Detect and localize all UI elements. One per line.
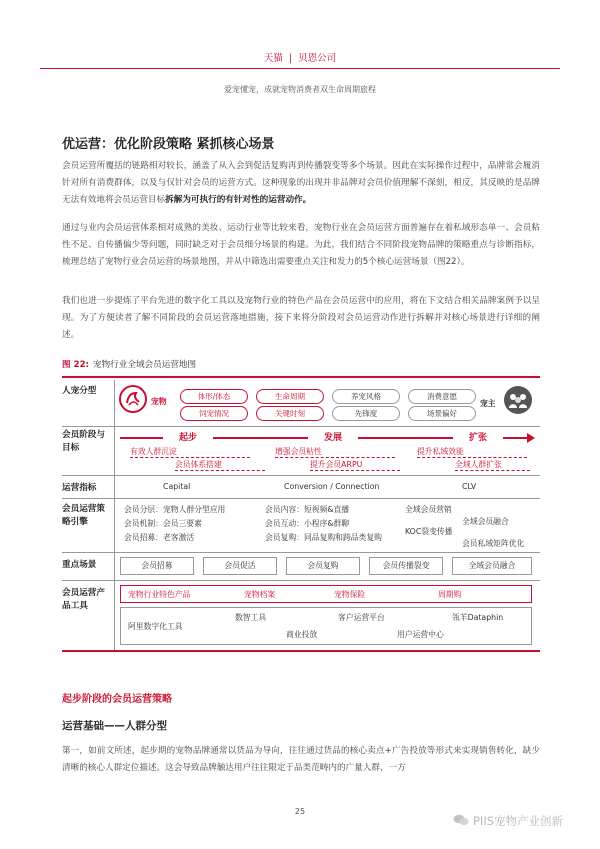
figure-number: 图 22: — [62, 360, 89, 370]
scene-box: 会员传播裂变 — [369, 557, 443, 575]
subsection-title: 运营基础——人群分型 — [62, 720, 167, 732]
strategy-item: 会员私域矩阵优化 — [462, 539, 525, 548]
strategy-item: 全域会员营销 — [405, 505, 452, 514]
pet-pill: 体形/体态 — [180, 389, 248, 404]
pet-pill: 关键时刻 — [256, 406, 324, 421]
owner-pill: 养宠风格 — [332, 389, 400, 404]
paragraph-3: 我们也进一步提炼了平台先进的数字化工具以及宠物行业的特色产品在会员运营中的应用，将在下文结合相关品牌案例予以呈现。为了方便读者了解不同阶段的会员运营落地措施，接下来将分阶段对会员运营动作进行拆解并对核心场景进行详细的阐述。 — [62, 296, 540, 340]
row-divider — [62, 552, 540, 553]
digital-tools-label: 阿里数字化工具 — [128, 622, 183, 631]
stage-arrowhead-icon — [527, 433, 535, 443]
metric: Conversion / Connection — [284, 482, 380, 491]
row-label-persona: 人宠分型 — [62, 386, 97, 396]
watermark-text: PIIS宠物产业创新 — [473, 814, 564, 828]
paragraph-2: 通过与业内会员运营体系相对成熟的美妆、运动行业等比较来看，宠物行业在会员运营方面普遍存在着私域形态单一、会员粘性不足、自传播偏少等问题，同时缺乏对于会员细分场景的构建。为此，我们结合不同阶段宠物品牌的策略重点与诊断指标，梳理总结了宠物行业会员运营的场景地图，并从中筛选出需要重点关注和发力的5个核心运营场景（图22）。 — [62, 223, 540, 267]
owner-pill: 先锋度 — [332, 406, 400, 421]
strategy-item: KOC裂变传播 — [405, 527, 453, 536]
digital-tool: 数智工具 — [235, 613, 267, 622]
owner-group-icon — [504, 386, 532, 414]
row-divider — [62, 475, 540, 476]
specialty-tool: 宠物保险 — [334, 590, 366, 599]
strategy-item: 会员互动：小程序&群聊 — [265, 519, 350, 528]
strategy-item: 全域会员融合 — [462, 517, 509, 526]
stage-goal: 提升私域效能 — [417, 446, 527, 458]
strategy-item: 会员内容：短视频&直播 — [265, 505, 350, 514]
wechat-icon — [453, 814, 469, 826]
metric: Capital — [163, 482, 191, 491]
page-number: 25 — [294, 807, 306, 816]
section-title: 优运营：优化阶段策略 紧抓核心场景 — [62, 137, 275, 152]
figure-bottom-rule — [62, 650, 540, 652]
row-label-strategy: 会员运营策略引擎 — [62, 504, 105, 527]
pet-logo-icon — [119, 385, 147, 413]
header-divider — [40, 68, 560, 69]
subsection-red-title: 起步阶段的会员运营策略 — [62, 694, 172, 705]
digital-tool: 商业投放 — [286, 630, 318, 639]
row-label-metric: 运营指标 — [62, 483, 97, 493]
digital-tool: 瓴羊Dataphin — [452, 613, 504, 622]
stage-goal: 有效人群沉淀 — [130, 446, 250, 458]
paragraph-1-text: 会员运营所覆括的链路相对较长，涵盖了从入会到促活复购再到传播裂变等多个场景。因此在实际操作过程中，品牌常会履消针对所有消费群体，以及与仅针对会员的运营方式。这种现象的出现并非品牌对会员价值理解不深刻，相反，其反映的是品牌无法有效地将会员运营目标 — [62, 161, 540, 205]
row-label-scene: 重点场景 — [62, 560, 97, 570]
scene-box: 全域会员融合 — [452, 557, 532, 575]
row-divider — [62, 498, 540, 499]
brand-bain: 贝恩公司 — [298, 53, 337, 64]
figure-caption: 宠物行业全域会员运营地图 — [92, 360, 197, 370]
row-label-tools: 会员运营产品工具 — [62, 588, 105, 611]
stage-goal: 全域人群扩张 — [455, 459, 530, 471]
paragraph-1 — [62, 158, 540, 209]
owner-pill: 场景偏好 — [408, 406, 476, 421]
specialty-tools-label: 宠物行业特色产品 — [128, 590, 191, 599]
brand-tmall: 天猫 — [263, 53, 283, 64]
digital-tool: 客户运营平台 — [338, 613, 385, 622]
subsection-paragraph: 第一，如前文所述，起步期的宠物品牌通常以货品为导向，往往通过货品的核心卖点+广告投放等形式来实现销售转化，缺少清晰的核心人群定位描述。这会导致品牌触达用户往往限定于品类范畴内的广量人群，一方 — [62, 746, 540, 773]
digital-tool: 用户运营中心 — [397, 630, 444, 639]
figure-title — [62, 358, 196, 370]
owner-label: 宠主 — [480, 399, 496, 408]
stage-name: 扩张 — [453, 430, 503, 443]
strategy-item: 会员机制：会员三要素 — [124, 519, 202, 528]
specialty-tool: 宠物档案 — [244, 590, 276, 599]
stage-goal: 提升会员ARPU — [310, 459, 400, 471]
stage-goal: 会员体系搭建 — [175, 459, 265, 471]
row-divider — [62, 426, 540, 427]
specialty-tool: 周期购 — [438, 590, 462, 599]
scene-box: 会员复购 — [286, 557, 360, 575]
watermark — [453, 813, 563, 829]
row-label-stage: 会员阶段与目标 — [62, 430, 105, 453]
stage-name: 发展 — [308, 430, 358, 443]
stage-goal: 增强会员粘性 — [275, 446, 395, 458]
strategy-item: 会员分层：宠物人群分型应用 — [124, 505, 226, 514]
figure-top-rule — [62, 376, 540, 378]
pet-pill: 生命周期 — [256, 389, 324, 404]
owner-pill: 消费意愿 — [408, 389, 476, 404]
brand-separator: | — [288, 53, 293, 64]
stage-name: 起步 — [163, 430, 213, 443]
header-brand — [0, 50, 600, 64]
header-subtitle: 爱宠懂宠，成就宠物消费者双生命周期旅程 — [224, 85, 376, 94]
pet-pill: 饲宠情况 — [180, 406, 248, 421]
scene-box: 会员促活 — [203, 557, 277, 575]
label-column-divider — [114, 380, 115, 650]
strategy-item: 会员复购：同品复购和跨品类复购 — [265, 533, 382, 542]
scene-box: 会员招募 — [120, 557, 194, 575]
strategy-item: 会员招募：老客激活 — [124, 533, 195, 542]
paragraph-1-emphasis: 拆解为可执行的有针对性的运营动作。 — [165, 195, 312, 205]
row-divider — [62, 580, 540, 581]
pet-label: 宠物 — [151, 397, 167, 406]
metric: CLV — [462, 482, 477, 491]
